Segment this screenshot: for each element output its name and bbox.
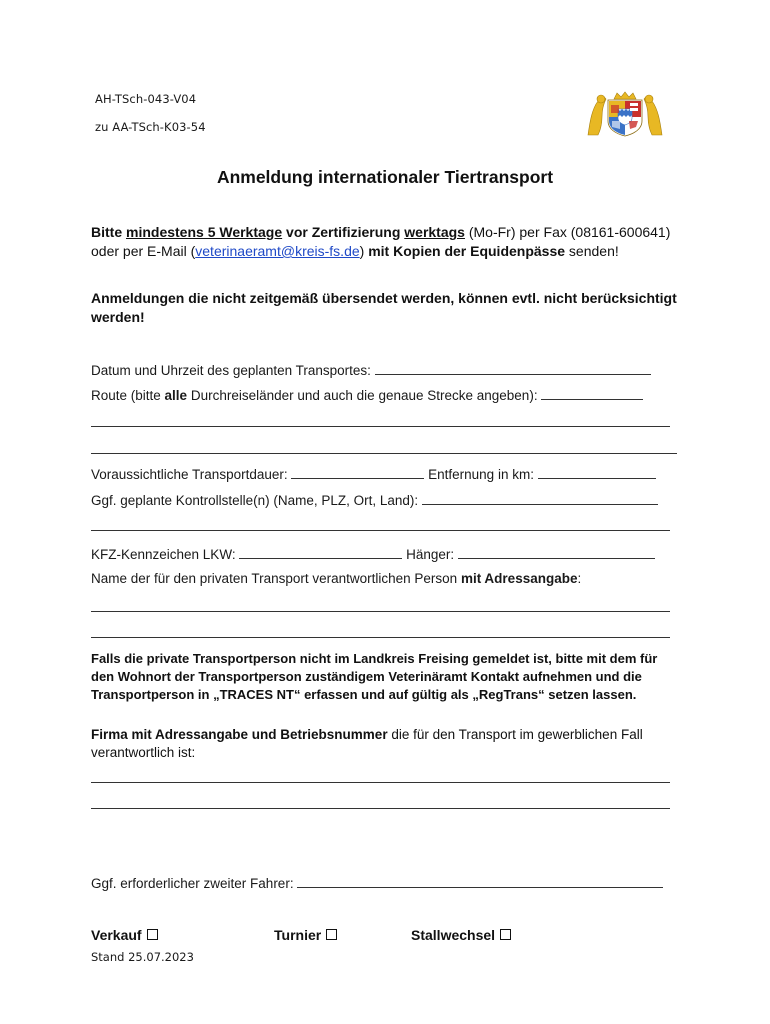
checkbox-turnier-label: Turnier — [274, 927, 322, 943]
footer-stand: Stand 25.07.2023 — [91, 950, 194, 964]
firma-line-2[interactable] — [91, 808, 670, 809]
kfz-input[interactable] — [239, 545, 402, 559]
datum-row — [91, 361, 651, 378]
haenger-label: Hänger: — [406, 547, 455, 562]
fahrer-row — [91, 874, 663, 891]
warning-text: Anmeldungen die nicht zeitgemäß übersendet werden, können evtl. nicht berücksichtigt werden! — [91, 290, 677, 325]
fahrer-label: Ggf. erforderlicher zweiter Fahrer: — [91, 876, 294, 891]
route-line-2[interactable] — [91, 426, 670, 427]
person-label: Name der für den privaten Transport verantwortlichen Person mit Adressangabe: — [91, 571, 582, 586]
haenger-input[interactable] — [458, 545, 655, 559]
bavarian-coat-of-arms-icon — [586, 91, 664, 137]
kontrollstelle-row — [91, 491, 658, 508]
checkbox-stallwechsel-label: Stallwechsel — [411, 927, 496, 943]
person-line-1[interactable] — [91, 611, 670, 612]
dauer-input[interactable] — [291, 465, 424, 479]
person-row — [91, 571, 581, 586]
kontrollstelle-label: Ggf. geplante Kontrollstelle(n) (Name, PLZ, Ort, Land): — [91, 493, 419, 508]
fahrer-input[interactable] — [297, 874, 663, 888]
email-link[interactable]: veterinaeramt@kreis-fs.de — [195, 243, 360, 259]
doc-id: AH-TSch-043-V04 — [95, 92, 197, 106]
checkbox-turnier[interactable] — [274, 927, 337, 943]
route-line-3[interactable] — [91, 453, 677, 454]
firma-paragraph: Firma mit Adressangabe und Betriebsnummer die für den Transport im gewerblichen Fall verantwortlich ist: — [91, 727, 643, 760]
checkbox-stallwechsel[interactable] — [411, 927, 511, 943]
kontrollstelle-line-2[interactable] — [91, 530, 670, 531]
dauer-label: Voraussichtliche Transportdauer: — [91, 467, 288, 482]
route-input[interactable] — [541, 386, 643, 400]
checkbox-verkauf[interactable] — [91, 927, 158, 943]
checkbox-square-icon[interactable] — [500, 929, 511, 940]
route-label: Route (bitte alle Durchreiseländer und auch die genaue Strecke angeben): — [91, 388, 538, 403]
firma-line-1[interactable] — [91, 782, 670, 783]
datum-input[interactable] — [375, 361, 651, 375]
kfz-label: KFZ-Kennzeichen LKW: — [91, 547, 236, 562]
dauer-row — [91, 465, 656, 482]
traces-note: Falls die private Transportperson nicht im Landkreis Freising gemeldet ist, bitte mit dem für den Wohnort der Transportperson zuständigem Veterinäramt Kontakt aufnehmen und die Transportperson in „TRACES NT“ erfassen und auf gültig als „RegTrans“ setzen lassen. — [91, 651, 658, 702]
doc-ref: zu AA-TSch-K03-54 — [95, 120, 206, 134]
kfz-row — [91, 545, 655, 562]
route-row — [91, 386, 643, 403]
person-line-2[interactable] — [91, 637, 670, 638]
intro-paragraph: Bitte mindestens 5 Werktage vor Zertifizierung werktags (Mo-Fr) per Fax (08161-600641) oder per E-Mail (veterinaeramt@kreis-fs.de) mit Kopien der Equidenpässe senden! — [91, 224, 671, 259]
kontrollstelle-input[interactable] — [422, 491, 658, 505]
datum-label: Datum und Uhrzeit des geplanten Transportes: — [91, 363, 371, 378]
checkbox-verkauf-label: Verkauf — [91, 927, 142, 943]
page-title: Anmeldung internationaler Tiertransport — [216, 167, 554, 187]
entfernung-label: Entfernung in km: — [428, 467, 534, 482]
checkbox-square-icon[interactable] — [147, 929, 158, 940]
checkbox-square-icon[interactable] — [326, 929, 337, 940]
entfernung-input[interactable] — [538, 465, 656, 479]
